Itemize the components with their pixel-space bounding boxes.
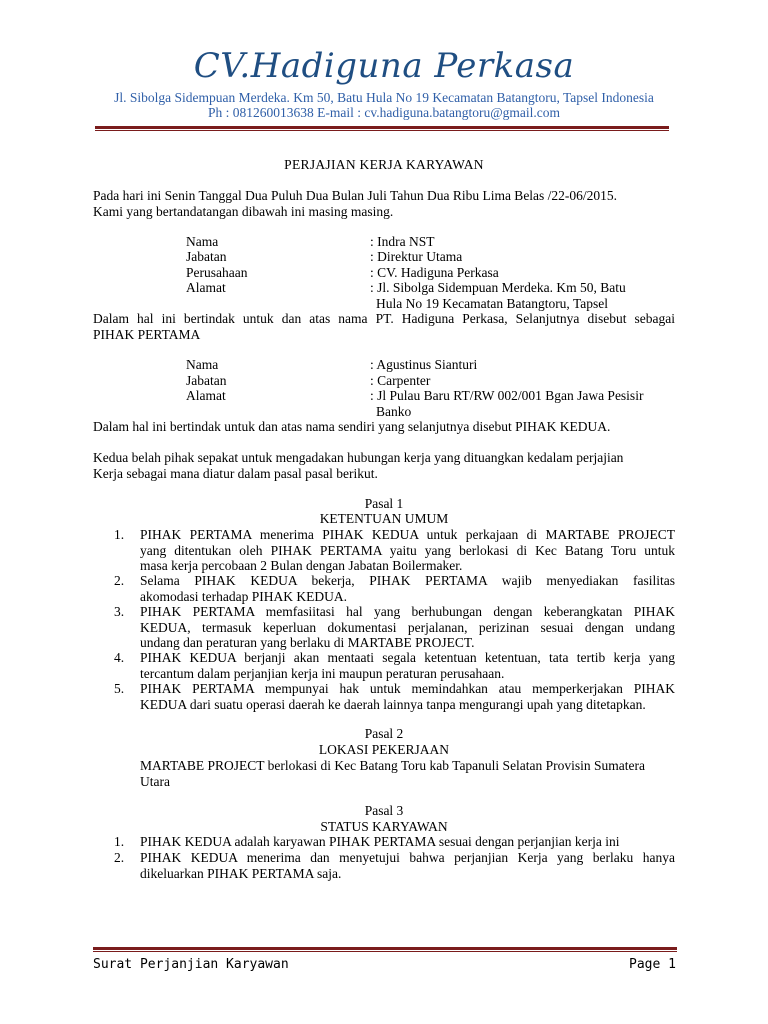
pasal1-item-1-number: 1. [114, 527, 125, 542]
agreement-line-1: Kedua belah pihak sepakat untuk mengadakan hubungan kerja yang dituangkan kedalam perjajian [93, 450, 624, 465]
footer-rule-thick [93, 947, 677, 950]
pasal1-item-1-line-1: PIHAK PERTAMA menerima PIHAK KEDUA untuk perkajaan di MARTABE PROJECT [140, 527, 675, 542]
party1-label-alamat: Alamat [186, 280, 226, 295]
pasal1-item-2-number: 2. [114, 573, 125, 588]
pasal2-number: Pasal 2 [364, 726, 404, 741]
pasal2-line-1: MARTABE PROJECT berlokasi di Kec Batang Toru kab Tapanuli Selatan Provisin Sumatera [140, 758, 646, 773]
party1-label-jabatan: Jabatan [186, 249, 227, 264]
pasal1-item-2-line-2: akomodasi terhadap PIHAK KEDUA. [140, 588, 347, 604]
document-title: PERJAJIAN KERJA KARYAWAN [284, 157, 484, 172]
pasal1-item-2-line-1: Selama PIHAK KEDUA bekerja, PIHAK PERTAMA wajib menyediakan fasilitas [140, 573, 675, 588]
party1-value-jabatan: : Direktur Utama [370, 249, 463, 264]
company-name: CV.Hadiguna Perkasa [193, 46, 575, 86]
party1-statement-line-2: PIHAK PERTAMA [93, 327, 201, 342]
company-address: Jl. Sibolga Sidempuan Merdeka. Km 50, Batu Hula No 19 Kecamatan Batangtoru, Tapsel Indonesia [114, 90, 654, 105]
pasal1-item-2 [140, 573, 675, 604]
party1-label-nama: Nama [186, 234, 219, 249]
pasal1-item-3-line-1: PIHAK PERTAMA memfasiitasi hal yang berhubungan dengan keberangkatan PIHAK [140, 604, 675, 619]
party2-label-nama: Nama [186, 357, 219, 372]
header-rule-thick [95, 126, 669, 129]
pasal1-item-5-line-1: PIHAK PERTAMA mempunyai hak untuk memindahkan atau memperkerjakan PIHAK [140, 681, 675, 696]
party1-label-perusahaan: Perusahaan [186, 265, 248, 280]
party1-value-alamat-cont: Hula No 19 Kecamatan Batangtoru, Tapsel [376, 296, 608, 311]
pasal1-item-5-number: 5. [114, 681, 125, 696]
pasal3-item-2-number: 2. [114, 850, 125, 865]
pasal1-item-3-line-2: KEDUA, termasuk keperluan dokumentasi perjalanan, perizinan sesuai dengan undang [140, 619, 675, 635]
pasal1-item-3 [140, 604, 675, 651]
pasal1-item-3-line-3: undang dan peraturan yang berlaku di MARTABE PROJECT. [140, 635, 475, 650]
pasal3-item-1-line-1: PIHAK KEDUA adalah karyawan PIHAK PERTAMA sesuai dengan perjanjian kerja ini [140, 834, 620, 849]
pasal1-heading: KETENTUAN UMUM [319, 511, 449, 526]
footer-rule-thin [93, 951, 677, 952]
company-contact: Ph : 081260013638 E-mail : cv.hadiguna.batangtoru@gmail.com [208, 105, 560, 120]
pasal3-item-2-line-1: PIHAK KEDUA menerima dan menyetujui bahwa perjanjian Kerja yang berlaku hanya [140, 850, 675, 865]
party2-value-jabatan: : Carpenter [370, 373, 431, 388]
pasal1-item-4-line-1: PIHAK KEDUA berjanji akan mentaati segala ketentuan ketentuan, tata tertib kerja yang [140, 650, 675, 665]
party2-label-jabatan: Jabatan [186, 373, 227, 388]
party1-value-alamat: : Jl. Sibolga Sidempuan Merdeka. Km 50, Batu [370, 280, 626, 295]
pasal1-item-1-line-3: masa kerja percobaan 2 Bulan dengan Jabatan Boilermaker. [140, 558, 463, 573]
pasal1-item-5-line-2: KEDUA dari suatu operasi daerah ke daerah lainnya tanpa mengurangi upah yang ditetapkan. [140, 696, 646, 712]
pasal3-heading: STATUS KARYAWAN [320, 819, 448, 834]
party2-value-alamat-cont: Banko [376, 404, 412, 419]
pasal1-number: Pasal 1 [364, 496, 404, 511]
intro-line-1: Pada hari ini Senin Tanggal Dua Puluh Dua Bulan Juli Tahun Dua Ribu Lima Belas /22-06/2015. [93, 188, 618, 203]
party1-value-nama: : Indra NST [370, 234, 435, 249]
pasal1-item-5 [140, 681, 675, 712]
intro-line-2: Kami yang bertandatangan dibawah ini masing masing. [93, 204, 394, 219]
pasal1-item-4-line-2: tercantum dalam perjanjian kerja ini maupun peraturan perusahaan. [140, 665, 505, 681]
footer-document-name: Surat Perjanjian Karyawan [93, 957, 289, 972]
pasal1-item-3-number: 3. [114, 604, 125, 619]
pasal1-item-1 [140, 527, 675, 574]
header-rule-thin [95, 130, 669, 131]
party2-value-alamat: : Jl Pulau Baru RT/RW 002/001 Bgan Jawa Pesisir [370, 388, 644, 403]
pasal1-item-4 [140, 650, 675, 681]
pasal2-line-2: Utara [140, 773, 170, 789]
pasal3-item-2 [140, 850, 675, 881]
agreement-line-2: Kerja sebagai mana diatur dalam pasal pasal berikut. [93, 466, 378, 481]
pasal1-item-1-line-2: yang ditentukan oleh PIHAK PERTAMA yaitu yang berlokasi di Kec Batang Toru untuk [140, 542, 675, 558]
pasal2-heading: LOKASI PEKERJAAN [318, 742, 450, 757]
party2-statement: Dalam hal ini bertindak untuk dan atas nama sendiri yang selanjutnya disebut PIHAK KEDUA. [93, 419, 611, 434]
party1-statement-line-1: Dalam hal ini bertindak untuk dan atas nama PT. Hadiguna Perkasa, Selanjutnya disebut sebagai [93, 311, 675, 326]
pasal2-body [140, 758, 675, 789]
pasal3-item-2-line-2: dikeluarkan PIHAK PERTAMA saja. [140, 865, 342, 881]
pasal1-item-4-number: 4. [114, 650, 125, 665]
party2-label-alamat: Alamat [186, 388, 226, 403]
party1-value-perusahaan: : CV. Hadiguna Perkasa [370, 265, 499, 280]
party2-value-nama: : Agustinus Sianturi [370, 357, 478, 372]
footer-page-number: Page 1 [629, 957, 676, 972]
pasal3-item-1-number: 1. [114, 834, 125, 849]
pasal3-item-1 [140, 834, 675, 850]
pasal3-number: Pasal 3 [364, 803, 404, 818]
